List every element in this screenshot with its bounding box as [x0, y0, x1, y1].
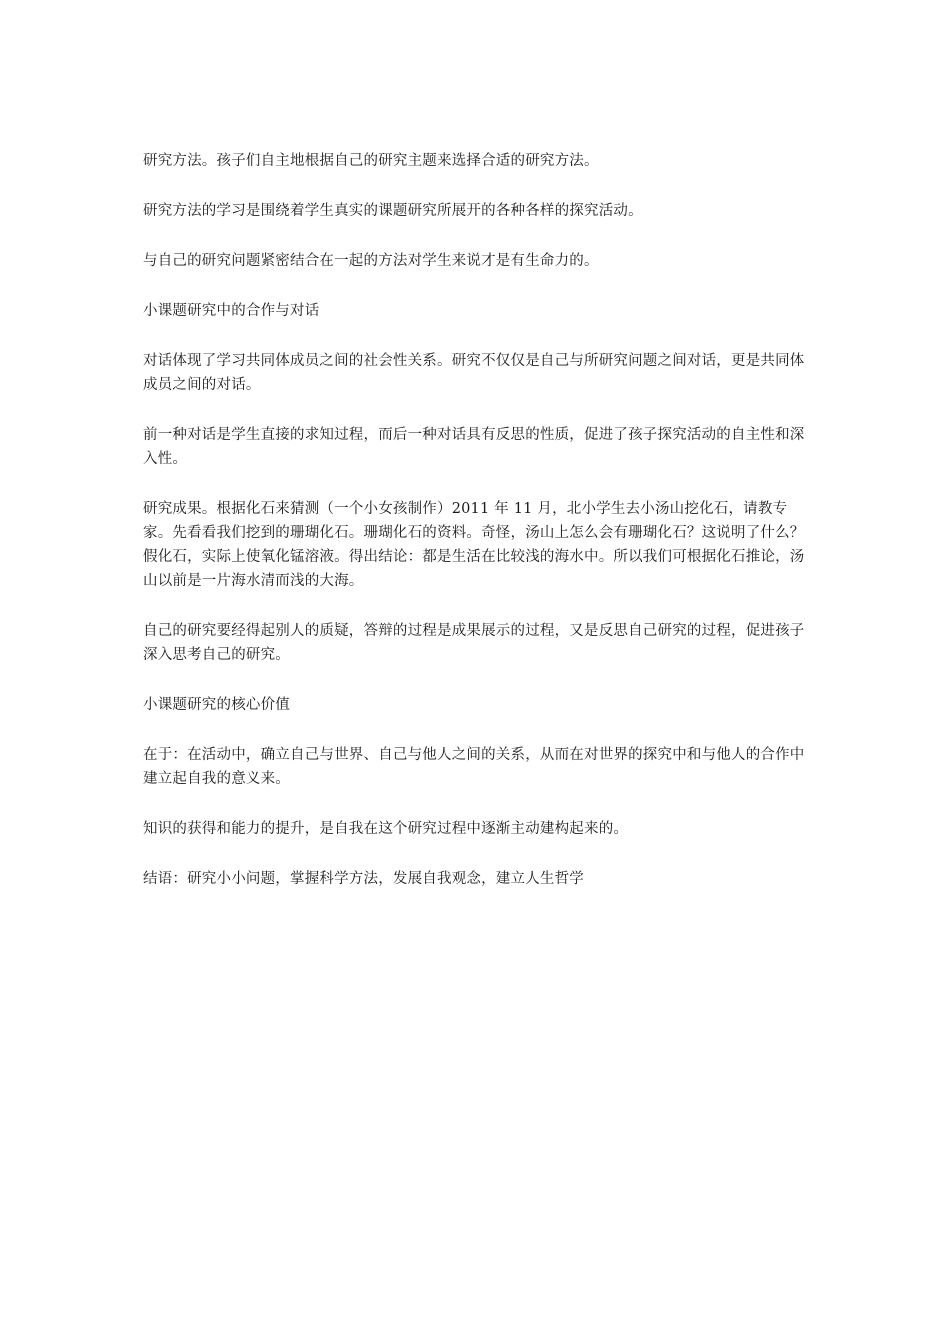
document-body — [143, 149, 815, 917]
section-heading-cooperation-dialogue: 小课题研究中的合作与对话 — [143, 303, 320, 319]
paragraph-defense-reflection: 自己的研究要经得起别人的质疑，答辩的过程是成果展示的过程，又是反思自己研究的过程，促进孩子深入思考自己的研究。 — [143, 623, 805, 663]
paragraph-research-method: 研究方法。孩子们自主地根据自己的研究主题来选择合适的研究方法。 — [143, 153, 599, 169]
paragraph-dialogue-relations: 对话体现了学习共同体成员之间的社会性关系。研究不仅仅是自己与所研究问题之间对话，更是共同体成员之间的对话。 — [143, 353, 805, 393]
paragraph-research-results: 研究成果。根据化石来猜测（一个小女孩制作）2011 年 11 月，北小学生去小汤山挖化石，请教专家。先看看我们挖到的珊瑚化石。珊瑚化石的资料。奇怪，汤山上怎么会有珊瑚化石？这说明了什么？假化石，实际上使氧化锰溶液。得出结论：都是生活在比较浅的海水中。所以我们可根据化石推论，汤山以前是一片海水清而浅的大海。 — [143, 501, 805, 589]
paragraph-method-learning: 研究方法的学习是围绕着学生真实的课题研究所展开的各种各样的探究活动。 — [143, 203, 643, 219]
section-heading-core-value: 小课题研究的核心价值 — [143, 697, 290, 713]
paragraph-method-vitality: 与自己的研究问题紧密结合在一起的方法对学生来说才是有生命力的。 — [143, 253, 599, 269]
paragraph-core-value: 在于：在活动中，确立自己与世界、自己与他人之间的关系，从而在对世界的探究中和与他人的合作中建立起自我的意义来。 — [143, 747, 805, 787]
paragraph-knowledge-ability: 知识的获得和能力的提升，是自我在这个研究过程中逐渐主动建构起来的。 — [143, 821, 629, 837]
paragraph-conclusion: 结语：研究小小问题，掌握科学方法，发展自我观念，建立人生哲学 — [143, 871, 584, 887]
paragraph-dialogue-reflection: 前一种对话是学生直接的求知过程，而后一种对话具有反思的性质，促进了孩子探究活动的自主性和深入性。 — [143, 427, 805, 467]
